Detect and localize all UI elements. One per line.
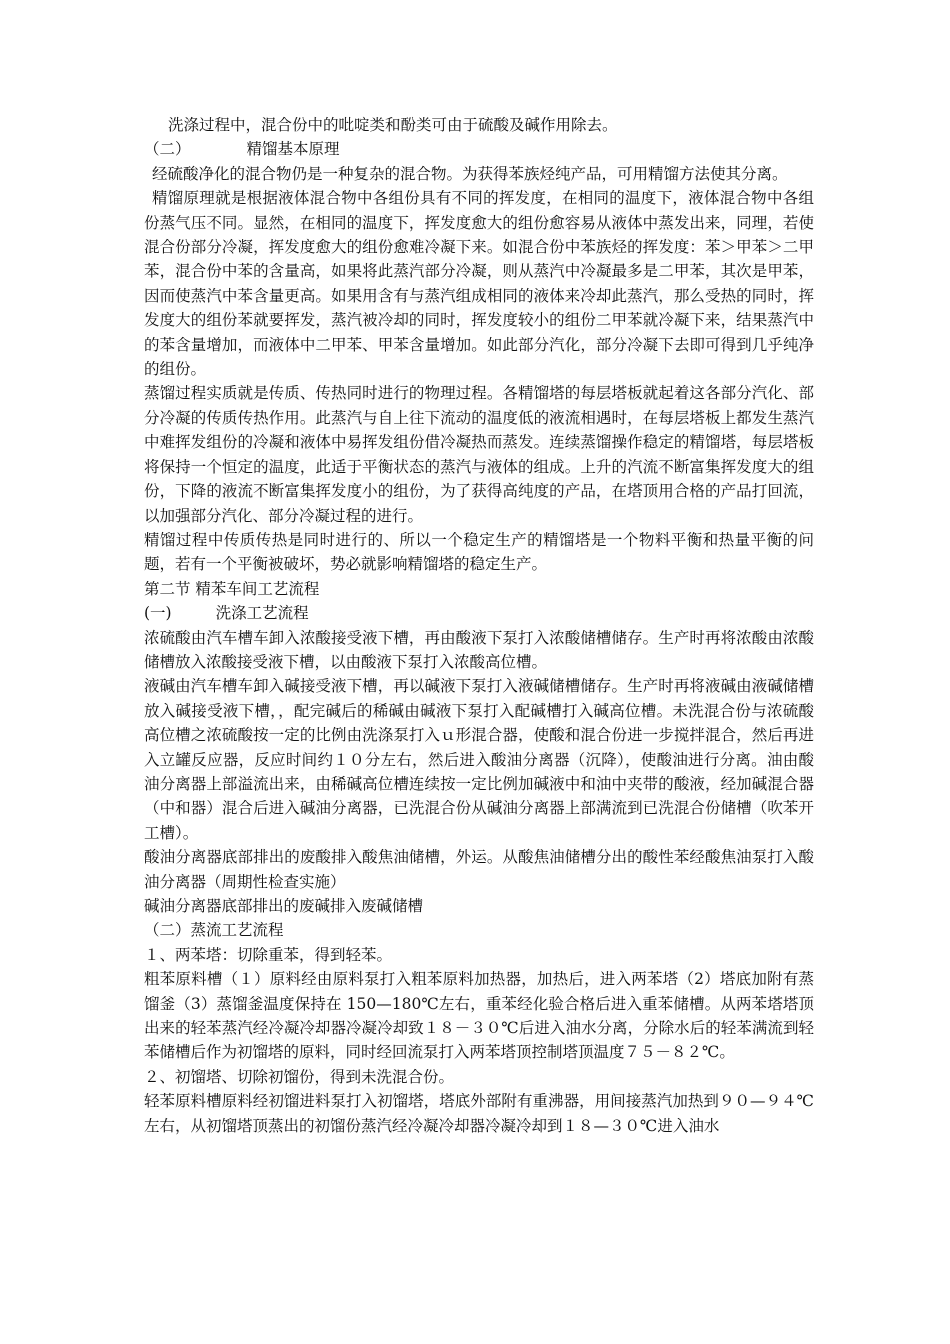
paragraph-mass-heat-balance: 精馏过程中传质传热是同时进行的、所以一个稳定生产的精馏塔是一个物料平衡和热量平衡的问题，若有一个平衡被破坏，势必就影响精馏塔的稳定生产。 (144, 530, 814, 574)
section-heading-distillation-principle (144, 137, 814, 161)
subheading-two-benzene-tower: １、两苯塔：切除重苯，得到轻苯。 (144, 945, 393, 964)
paragraph-crude-benzene: 粗苯原料槽（１）原料经由原料泵打入粗苯原料加热器，加热后，进入两苯塔（2）塔底加附有蒸馏釜（3）蒸馏釜温度保持在 150—180℃左右，重苯经化验合格后进入重苯储槽。从两苯塔塔顶出来的轻苯蒸汽经冷凝冷却器冷凝冷却致１８－３０℃后进入油水分离，分除水后的轻苯满流到轻苯储槽后作为初馏塔的原料，同时经回流泵打入两苯塔顶控制塔顶温度７５－８２℃。 (144, 970, 814, 1062)
section-heading-steam-flow: （二）蒸流工艺流程 (144, 921, 284, 940)
heading-title: 精馏基本原理 (246, 140, 340, 159)
paragraph-alkali-handling: 液碱由汽车槽车卸入碱接受液下槽，再以碱液下泵打入液碱储槽储存。生产时再将液碱由液碱储槽放入碱接受液下槽，，配完碱后的稀碱由碱液下泵打入配碱槽打入碱高位槽。未洗混合份与浓硫酸高位槽之浓硫酸按一定的比例由洗涤泵打入ｕ形混合器，使酸和混合份进一步搅拌混合，然后再进入立罐反应器，反应时间约１０分左右，然后进入酸油分离器（沉降），使酸油进行分离。油由酸油分离器上部溢流出来，由稀碱高位槽连续按一定比例加碱液中和油中夹带的酸液，经加碱混合器（中和器）混合后进入碱油分离器，已洗混合份从碱油分离器上部满流到已洗混合份储槽（吹苯开工槽）。 (144, 677, 814, 842)
section-heading-washing-flow (144, 601, 814, 625)
document-page (144, 113, 814, 1138)
paragraph-washing-summary: 洗涤过程中，混合份中的吡啶类和酚类可由于硫酸及碱作用除去。 (168, 116, 618, 134)
heading-number: (一) (144, 604, 172, 623)
paragraph-sulfuric-acid-handling: 浓硫酸由汽车槽车卸入浓酸接受液下槽，再由酸液下泵打入浓酸储槽储存。生产时再将浓酸由浓酸储槽放入浓酸接受液下槽，以由酸液下泵打入浓酸高位槽。 (144, 628, 814, 671)
heading-title: 洗涤工艺流程 (215, 604, 309, 623)
paragraph-waste-alkali: 碱油分离器底部排出的废碱排入废碱储槽 (144, 897, 424, 915)
paragraph-light-benzene: 轻苯原料槽原料经初馏进料泵打入初馏塔，塔底外部附有重沸器，用间接蒸汽加热到９０—９４℃左右，从初馏塔顶蒸出的初馏份蒸汽经冷凝冷却器冷凝冷却到１８—３０℃进入油水 (144, 1092, 814, 1135)
heading-number: （二） (144, 140, 191, 159)
section-heading-process-flow: 第二节 精苯车间工艺流程 (144, 579, 320, 598)
paragraph-sulfuric-purification: 经硫酸净化的混合物仍是一种复杂的混合物。为获得苯族烃纯产品，可用精馏方法使其分离。 (152, 164, 788, 183)
paragraph-waste-acid: 酸油分离器底部排出的废酸排入酸焦油储槽，外运。从酸焦油储槽分出的酸性苯经酸焦油泵打入酸油分离器（周期性检查实施） (144, 848, 814, 891)
paragraph-distillation-principle: 精馏原理就是根据液体混合物中各组份具有不同的挥发度，在相同的温度下，液体混合物中各组份蒸气压不同。显然，在相同的温度下，挥发度愈大的组份愈容易从液体中蒸发出来，同理，若使混合份部分冷凝，挥发度愈大的组份愈难冷凝下来。如混合份中苯族烃的挥发度：苯＞甲苯＞二甲苯，混合份中苯的含量高，如果将此蒸汽部分冷凝，则从蒸汽中冷凝最多是二甲苯，其次是甲苯，因而使蒸汽中苯含量更高。如果用含有与蒸汽组成相同的液体来冷却此蒸汽，那么受热的同时，挥发度大的组份苯就要挥发，蒸汽被冷却的同时，挥发度较小的组份二甲苯就冷凝下来，结果蒸汽中的苯含量增加，而液体中二甲苯、甲苯含量增加。如此部分汽化，部分冷凝下去即可得到几乎纯净的组份。 (144, 189, 814, 379)
paragraph-distillation-essence: 蒸馏过程实质就是传质、传热同时进行的物理过程。各精馏塔的每层塔板就起着这各部分汽化、部分冷凝的传质传热作用。此蒸汽与自上往下流动的温度低的液流相遇时，在每层塔板上都发生蒸汽中难挥发组份的冷凝和液体中易挥发组份借冷凝热而蒸发。连续蒸馏操作稳定的精馏塔，每层塔板将保持一个恒定的温度，此适于平衡状态的蒸汽与液体的组成。上升的汽流不断富集挥发度大的组份，下降的液流不断富集挥发度小的组份，为了获得高纯度的产品，在塔顶用合格的产品打回流，以加强部分汽化、部分冷凝过程的进行。 (144, 384, 814, 525)
subheading-initial-tower: ２、初馏塔、切除初馏份，得到未洗混合份。 (144, 1067, 455, 1086)
